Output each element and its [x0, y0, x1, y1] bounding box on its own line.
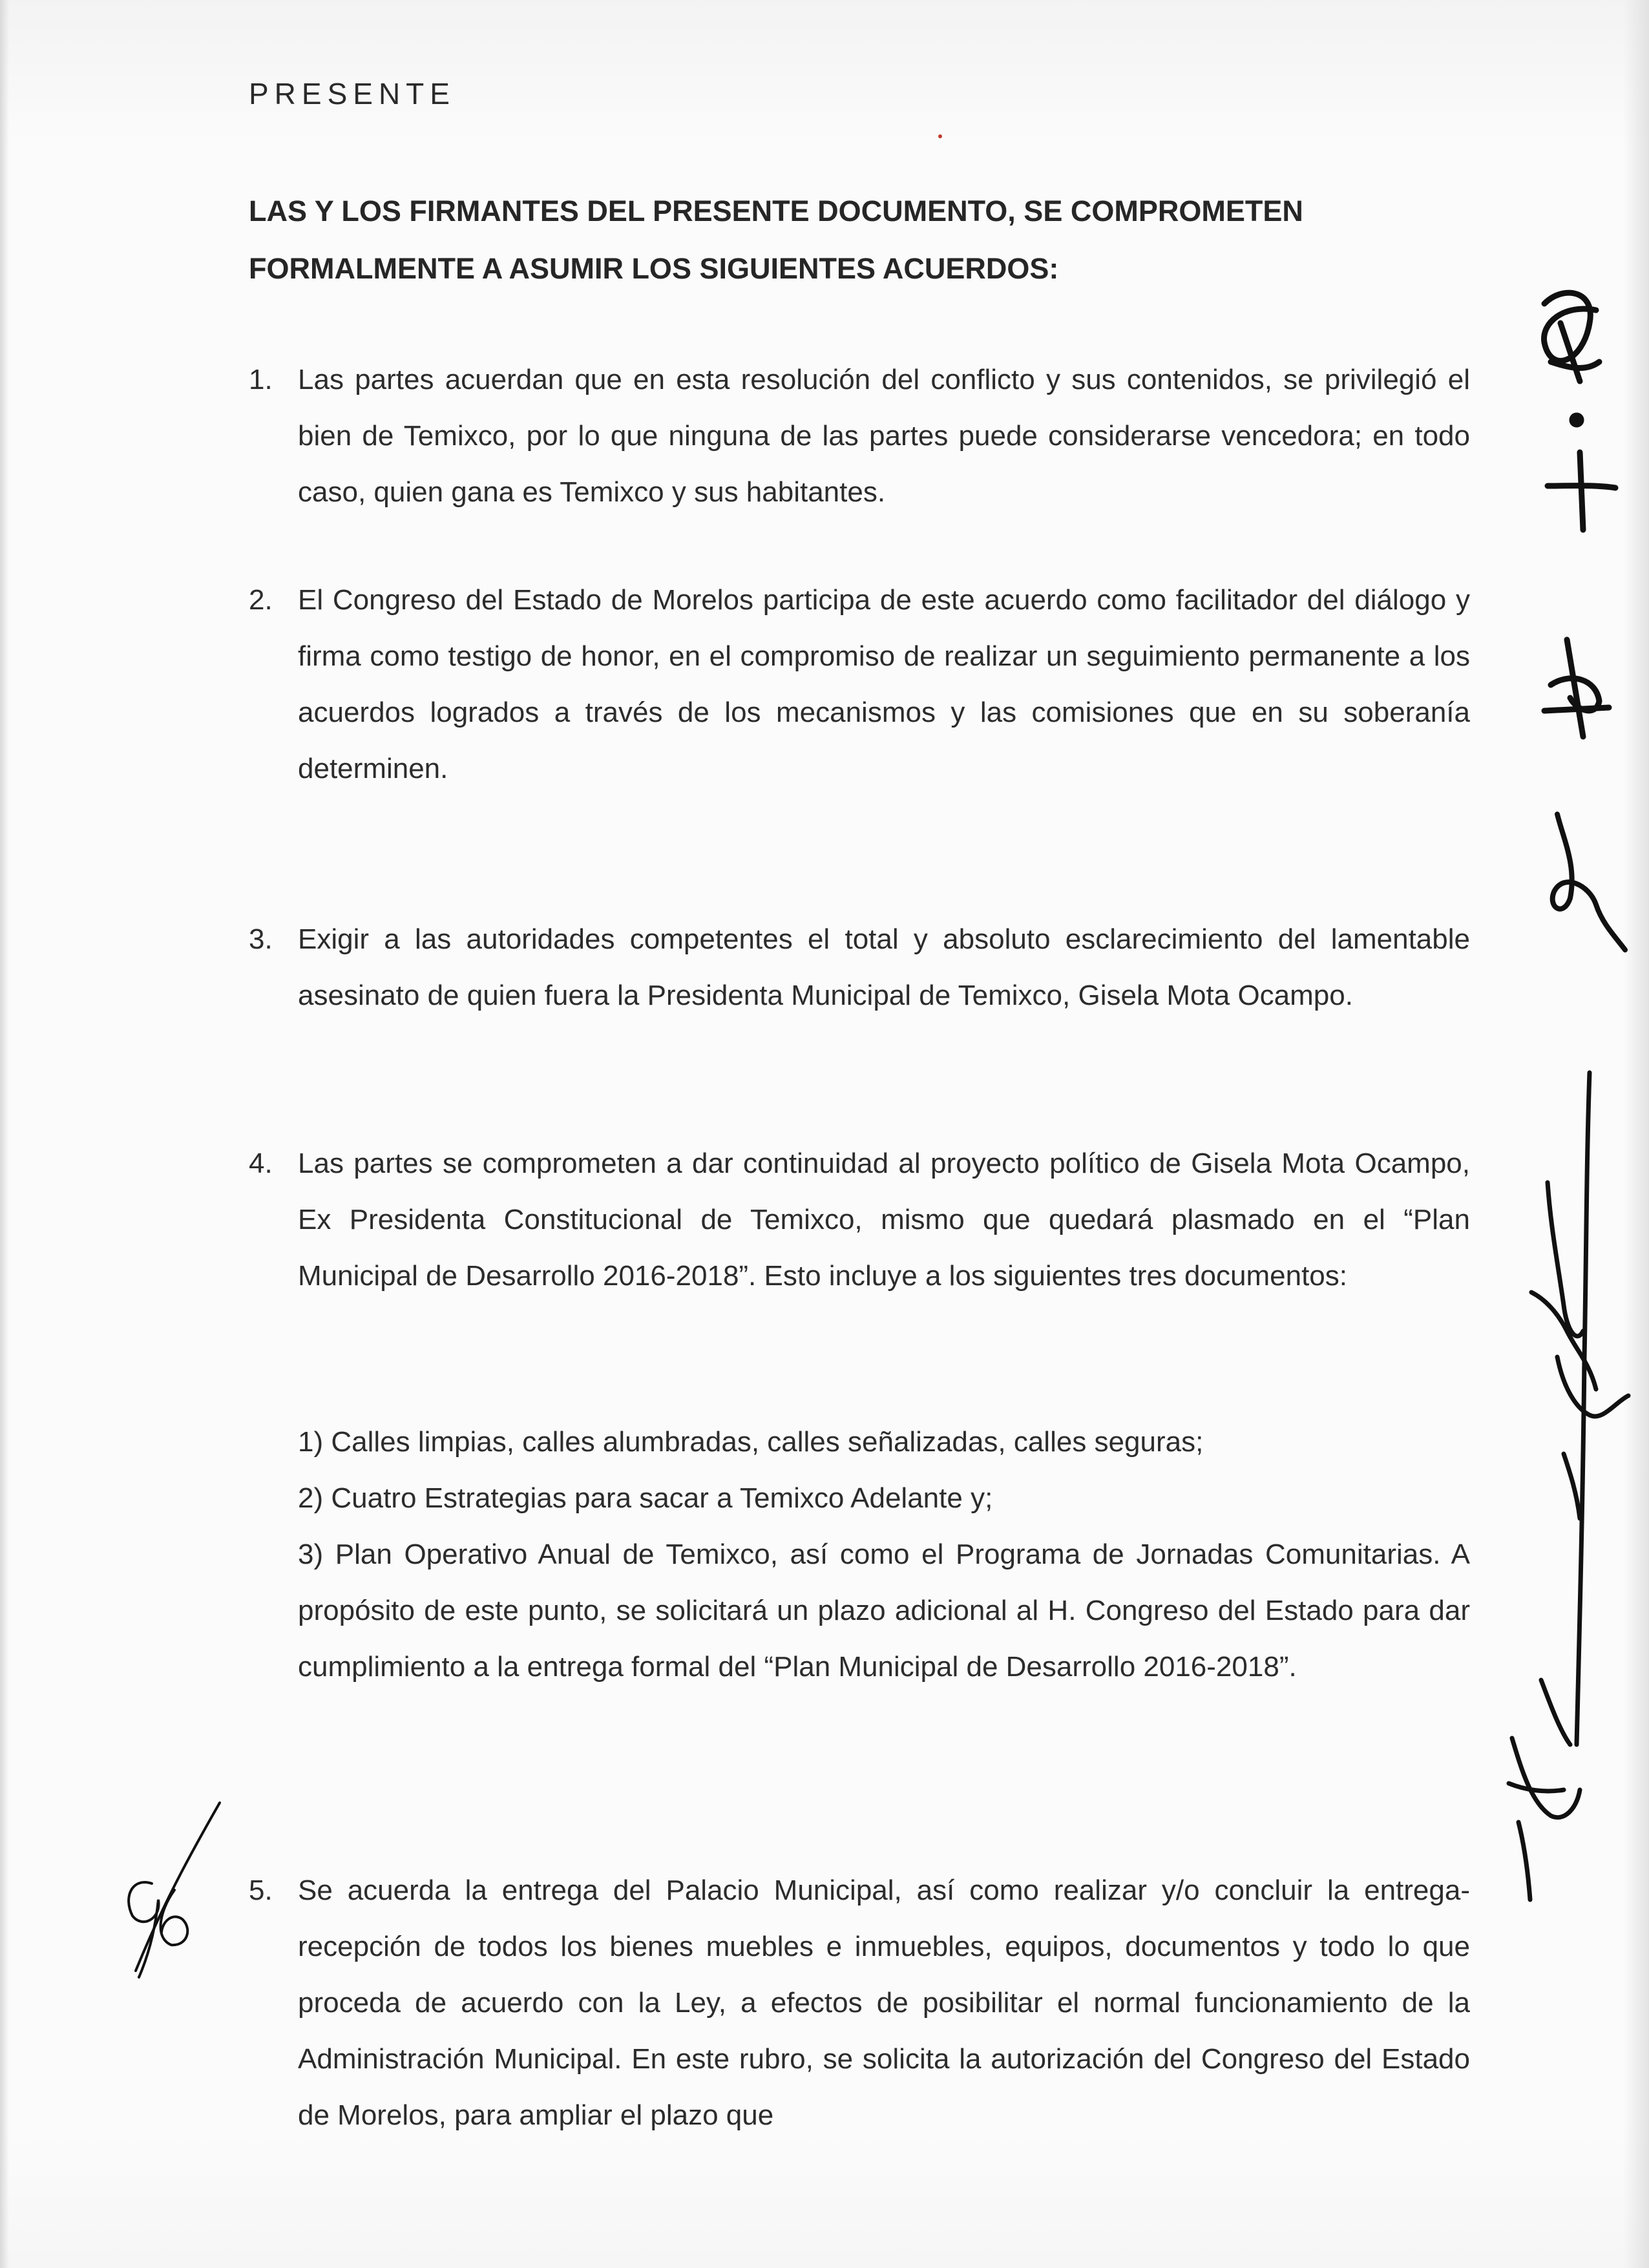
agreement-item-4-subitems [249, 1414, 1470, 1695]
scan-edge-shadow-left [0, 0, 9, 2268]
document-title: LAS Y LOS FIRMANTES DEL PRESENTE DOCUMENTO, SE COMPROMETEN FORMALMENTE A ASUMIR LOS SIGUIENTES ACUERDOS: [249, 194, 1303, 285]
item-text: Se acuerda la entrega del Palacio Municipal, así como realizar y/o concluir la entrega-recepción de todos los bienes muebles e inmuebles, equipos, documentos y todo lo que proceda de acuerdo con la Ley, a efectos de posibilitar el normal funcionamiento de la Administración Municipal. En este rubro, se solicita la autorización del Congreso del Estado de Morelos, para ampliar el plazo que [298, 1874, 1470, 2131]
item-text: El Congreso del Estado de Morelos participa de este acuerdo como facilitador del diálogo y firma como testigo de honor, en el compromiso de realizar un seguimiento permanente a los acuerdos logrados a través de los mecanismos y las comisiones que en su soberanía determinen. [298, 584, 1470, 784]
item-number: 5. [249, 1874, 273, 1906]
signature-mark-4 [1553, 814, 1625, 950]
item-number: 1. [249, 364, 273, 395]
agreement-item-1 [249, 352, 1470, 520]
item-number: 4. [249, 1148, 273, 1179]
handwritten-page-number [129, 1803, 220, 1977]
long-signature [1509, 1073, 1628, 1900]
item-number: 2. [249, 584, 273, 616]
item-text: Las partes acuerdan que en esta resolución del conflicto y sus contenidos, se privilegió el bien de Temixco, por lo que ninguna de las partes puede considerarse vencedora; en todo caso, quien gana es Temixco y sus habitantes. [298, 364, 1470, 508]
agreement-item-4 [249, 1135, 1470, 1304]
signature-mark-2 [1548, 452, 1615, 530]
signature-mark-3 [1544, 640, 1609, 737]
document-heading: PRESENTE [249, 77, 456, 110]
agreement-item-2 [249, 572, 1470, 797]
item-text: Las partes se comprometen a dar continuidad al proyecto político de Gisela Mota Ocampo, Ex Presidenta Constitucional de Temixco, mismo que quedará plasmado en el “Plan Municipal de Desarrollo 2016-2018”. Esto incluye a los siguientes tres documentos: [298, 1148, 1470, 1292]
subitem-3: 3) Plan Operativo Anual de Temixco, así como el Programa de Jornadas Comunitarias. A propósito de este punto, se solicitará un plazo adicional al H. Congreso del Estado para dar cumplimiento a la entrega formal del “Plan Municipal de Desarrollo 2016-2018”. [298, 1538, 1470, 1683]
subitem-1: 1) Calles limpias, calles alumbradas, calles señalizadas, calles seguras; [298, 1426, 1204, 1458]
agreement-item-5 [249, 1862, 1470, 2143]
agreement-item-3 [249, 911, 1470, 1024]
item-text: Exigir a las autoridades competentes el total y absoluto esclarecimiento del lamentable asesinato de quien fuera la Presidenta Municipal de Temixco, Gisela Mota Ocampo. [298, 923, 1470, 1011]
signature-mark-1 [1544, 293, 1599, 425]
subitem-2: 2) Cuatro Estrategias para sacar a Temixco Adelante y; [298, 1482, 993, 1514]
scan-edge-shadow-right [1623, 0, 1649, 2268]
red-ink-dot [938, 134, 942, 138]
item-number: 3. [249, 923, 273, 955]
